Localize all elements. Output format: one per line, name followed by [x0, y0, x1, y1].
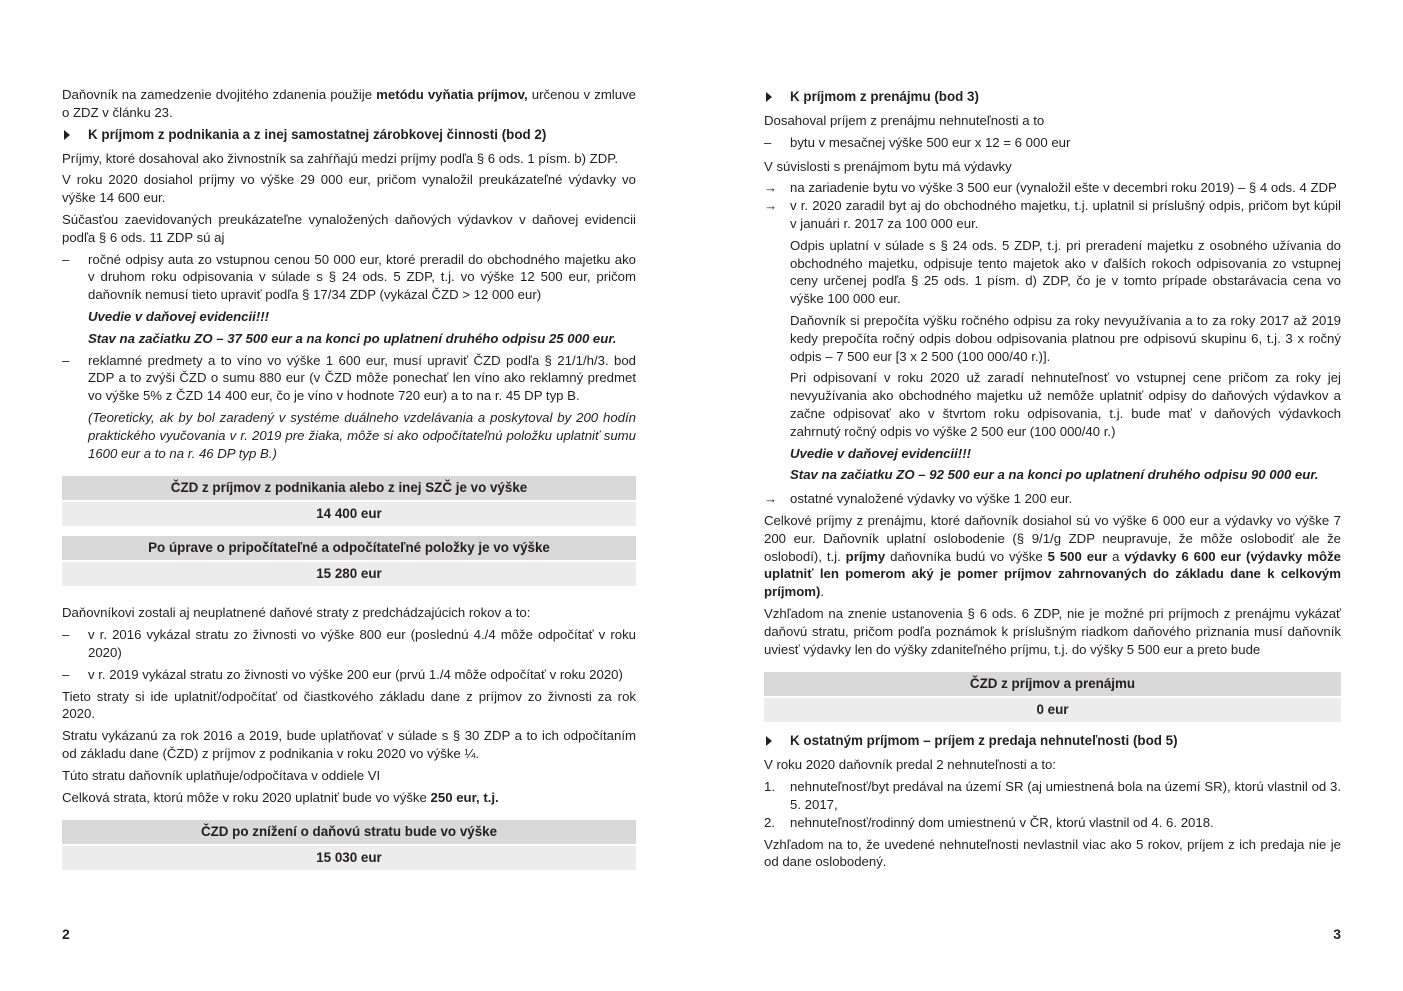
- result-box-after-loss: [62, 820, 636, 870]
- paragraph-depreciation-2020: Pri odpisovaní v roku 2020 už zaradí nehnuteľnosť vo vstupnej cene pričom za roky jej nevyužívania ako obchodného majetku už nemôže uplatniť odpisy do daňových výdavkov a začne odpisovať ako v štvrtom roku odpisovania, t.j. bude mať v daňových výdavkoch zahrnutý ročný odpis vo výške 2 500 eur (100 000/40 r.): [790, 370, 1341, 439]
- italic-note: (Teoreticky, ak by bol zaradený v systéme duálneho vzdelávania a poskytoval by 200 hodín praktického vyučovania v r. 2019 pre žiaka, môže si ako odpočítateľnú položku uplatniť sumu 1600 eur a to na r. 46 DP typ B.): [88, 409, 636, 461]
- list-item-loss-2019: – v r. 2019 vykázal stratu zo živnosti vo výške 200 eur (prvú 1./4 môže odpočítať v roku 2020): [62, 666, 623, 682]
- paragraph-rental-expenses: V súvislosti s prenájmom bytu má výdavky: [764, 158, 1012, 174]
- result-box-value: 15 280 eur: [62, 562, 636, 586]
- paragraph-loss-apply: Tieto straty si ide uplatniť/odpočítať od čiastkového základu dane z príjmov zo živnosti za rok 2020.: [62, 688, 636, 722]
- arrow-right-icon: →: [764, 491, 778, 507]
- list-item-other-expenses: → ostatné vynaložené výdavky vo výške 1 200 eur.: [764, 491, 1073, 507]
- result-box-title: Po úprave o pripočítateľné a odpočítateľné položky je vo výške: [62, 536, 636, 560]
- paragraph-no-loss: Vzhľadom na znenie ustanovenia § 6 ods. 6 ZDP, nie je možné pri príjmoch z prenájmu vykázať daňovú stratu, pričom podľa poznámok k príslušným riadkom daňového priznania musí daňovník uviesť výdavky len do výšky zdaniteľného príjmu, t.j. do výšky 5 500 eur a preto bude: [764, 605, 1341, 657]
- list-number: 1.: [764, 779, 775, 795]
- paragraph-rental-totals: Celkové príjmy z prenájmu, ktoré daňovník dosiahol sú vo výške 6 000 eur a výdavky vo výške 7 200 eur. Daňovník uplatní oslobodenie (§ 9/1/g ZDP neupravuje, že môže oslobodiť ale že oslobodí), t.j. príjmy daňovníka budú vo výške 5 500 eur a výdavky 6 600 eur (výdavky môže uplatniť len pomerom aký je pomer príjmov zahrnovaných do základu dane k celkovým príjmom).: [764, 512, 1342, 600]
- paragraph-property-sale: V roku 2020 daňovník predal 2 nehnuteľnosti a to:: [764, 757, 1056, 773]
- result-box-title: ČZD z príjmov z podnikania alebo z inej SZČ je vo výške: [62, 476, 636, 500]
- arrow-right-icon: →: [764, 198, 778, 214]
- dash-bullet-icon: –: [62, 251, 70, 267]
- note-status: Stav na začiatku ZO – 92 500 eur a na konci po uplatnení druhého odpisu 90 000 eur.: [790, 467, 1319, 483]
- note-status: Stav na začiatku ZO – 37 500 eur a na konci po uplatnení druhého odpisu 25 000 eur.: [88, 330, 617, 346]
- dash-bullet-icon: –: [62, 352, 70, 368]
- paragraph-depreciation-rule: Odpis uplatní v súlade s § 24 ods. 5 ZDP, t.j. pri preradení majetku z osobného užívania do obchodného majetku, odpisuje tento majetok ako v ďalších rokoch odpisovania zo vstupnej ceny určenej podľa § 25 ods. 1 písm. d) ZDP, čo je v tomto prípade obstarávacia cena vo výške 100 000 eur.: [790, 237, 1341, 307]
- result-box-business: [62, 476, 636, 526]
- paragraph-expenses: Súčasťou zaevidovaných preukázateľne vynaložených daňových výdavkov v daňovej evidencii podľa § 6 ods. 11 ZDP sú aj: [62, 211, 636, 245]
- list-item-furnishing: → na zariadenie bytu vo výške 3 500 eur (vynaložil ešte v decembri roku 2019) – § 4 ods. 4 ZDP: [764, 180, 1337, 196]
- section-heading-rental-income: K príjmom z prenájmu (bod 3): [764, 88, 1341, 106]
- page-number: 2: [62, 926, 70, 942]
- result-box-adjusted: [62, 536, 636, 586]
- dash-bullet-icon: –: [764, 134, 772, 150]
- paragraph-loss-section: Túto stratu daňovník uplatňuje/odpočítava v oddiele VI: [62, 767, 381, 783]
- page-number: 3: [1333, 926, 1341, 942]
- section-heading-business-income: K príjmom z podnikania a z inej samostatnej zárobkovej činnosti (bod 2): [62, 126, 636, 144]
- list-item-business-asset: → v r. 2020 zaradil byt aj do obchodného majetku, t.j. uplatnil si príslušný odpis, pričom byt kúpil v januári r. 2017 za 100 000 eur.: [764, 198, 1341, 231]
- list-item-flat-rent: – bytu v mesačnej výške 500 eur x 12 = 6 000 eur: [764, 134, 1071, 150]
- paragraph-rental: Dosahoval príjem z prenájmu nehnuteľnosti a to: [764, 113, 1045, 128]
- paragraph-losses: Daňovníkovi zostali aj neuplatnené daňové straty z predchádzajúcich rokov a to:: [62, 605, 531, 621]
- note-record: Uvedie v daňovej evidencii!!!: [88, 308, 270, 324]
- list-item-loss-2016: – v r. 2016 vykázal stratu zo živnosti vo výške 800 eur (poslednú 4./4 môže odpočítať v roku 2020): [62, 627, 636, 660]
- right-page: [764, 0, 1341, 991]
- list-item-car-depreciation: – ročné odpisy auta zo vstupnou cenou 50 000 eur, ktoré preradil do obchodného majetku ako v druhom roku odpisovania v súlade s § 24 ods. 5 ZDP, t.j. vo výške 12 500 eur, pričom daňovník nemusí tieto upraviť podľa § 17/34 ZDP (vykázal ČZD > 12 000 eur): [62, 251, 636, 303]
- left-page-content: [62, 86, 636, 880]
- list-number: 2.: [764, 814, 775, 830]
- arrow-right-icon: →: [764, 180, 778, 196]
- left-page: [62, 0, 636, 991]
- paragraph-method: Daňovník na zamedzenie dvojitého zdanenia použije metódu vyňatia príjmov, určenou v zmluve o ZDZ v článku 23.: [62, 87, 636, 120]
- result-box-value: 15 030 eur: [62, 846, 636, 870]
- paragraph-income-amount: V roku 2020 dosiahol príjmy vo výške 29 000 eur, pričom vynaložil preukázateľné výdavky vo výške 14 600 eur.: [62, 172, 636, 206]
- triangle-bullet-icon: [64, 130, 70, 140]
- triangle-bullet-icon: [766, 92, 772, 102]
- result-box-title: ČZD z príjmov a prenájmu: [764, 672, 1341, 696]
- note-record: Uvedie v daňovej evidencii!!!: [790, 445, 972, 461]
- dash-bullet-icon: –: [62, 627, 70, 643]
- paragraph-depreciation-calc: Daňovník si prepočíta výšku ročného odpisu za roky nevyužívania a to za roky 2017 až 2019 kedy prepočíta ročný odpis dobou odpisovania platnou pre odpisovú skupinu 6, t.j. 3 x ročný odpis – 7 500 eur [3 x 2 500 (100 000/40 r.)].: [790, 312, 1341, 364]
- paragraph-not-exempt: Vzhľadom na to, že uvedené nehnuteľnosti nevlastnil viac ako 5 rokov, príjem z ich predaja nie je od dane oslobodený.: [764, 836, 1341, 870]
- list-item-property-cz: 2. nehnuteľnosť/rodinný dom umiestnenú v ČR, ktorú vlastnil od 4. 6. 2018.: [764, 814, 1214, 830]
- list-item-promo-items: – reklamné predmety a to víno vo výške 1 600 eur, musí upraviť ČZD podľa § 21/1/h/3. bod ZDP a to zvýši ČZD o sumu 880 eur (v ČZD môže ponechať len víno ako reklamný predmet vo výške 5% z ČZD 14 400 eur, čo je víno v hodnote 720 eur) a to na r. 45 DP typ B.: [62, 352, 636, 404]
- section-heading-other-income: K ostatným príjmom – príjem z predaja nehnuteľnosti (bod 5): [764, 732, 1341, 750]
- paragraph-total-loss: Celková strata, ktorú môže v roku 2020 uplatniť bude vo výške 250 eur, t.j.: [62, 789, 499, 805]
- paragraph-income-type: Príjmy, ktoré dosahoval ako živnostník sa zahŕňajú medzi príjmy podľa § 6 ods. 1 písm. b) ZDP.: [62, 150, 619, 166]
- result-box-value: 14 400 eur: [62, 502, 636, 526]
- dash-bullet-icon: –: [62, 666, 70, 682]
- result-box-title: ČZD po znížení o daňovú stratu bude vo výške: [62, 820, 636, 844]
- paragraph-loss-method: Stratu vykázanú za rok 2016 a 2019, bude uplatňovať v súlade s § 30 ZDP a to ich odpočítaním od základu dane (ČZD) z príjmov z podnikania v roku 2020 vo výške ¼.: [62, 728, 636, 761]
- list-item-property-sk: 1. nehnuteľnosť/byt predával na území SR (aj umiestnená bola na území SR), ktorú vlastnil od 3. 5. 2017,: [764, 779, 1341, 812]
- right-page-content: [764, 86, 1341, 875]
- triangle-bullet-icon: [766, 736, 772, 746]
- result-box-rental: [764, 672, 1341, 722]
- result-box-value: 0 eur: [764, 698, 1341, 722]
